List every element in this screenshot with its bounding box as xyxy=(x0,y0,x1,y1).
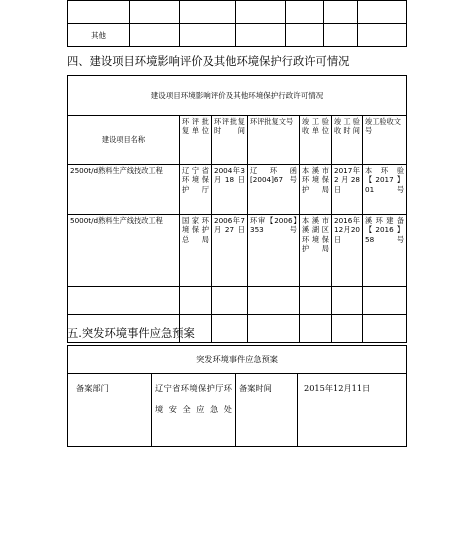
filing-time-label: 备案时间 xyxy=(239,383,272,393)
row1-acc-no: 本环验【2017】01号 xyxy=(365,166,405,194)
row2-project: 5000t/d熟料生产线技改工程 xyxy=(70,216,163,225)
row2-acc-no: 溪环建备【2016】58号 xyxy=(365,216,405,244)
filing-dept-value: 辽宁省环境保护厅环境安全应急处 xyxy=(155,383,232,414)
header-eia-no: 环评批复文号 xyxy=(250,117,294,126)
header-eia-time: 环评批复时间 xyxy=(214,117,245,136)
row1-eia-time: 2004年3月18日 xyxy=(214,166,245,185)
section-4-heading: 四、建设项目环境影响评价及其他环境保护行政许可情况 xyxy=(67,55,350,68)
row1-acc-unit: 本溪市环境保护局 xyxy=(302,166,329,194)
header-acc-unit: 竣工验收单位 xyxy=(302,117,329,136)
row1-acc-time: 2017年2月28日 xyxy=(334,166,360,194)
row2-acc-unit: 本溪市溪湖区环境保护局 xyxy=(302,216,329,254)
row2-eia-no: 环审【2006】353号 xyxy=(250,216,297,235)
filing-time-value: 2015年12月11日 xyxy=(304,383,371,393)
header-acc-time: 竣工验收时间 xyxy=(334,117,360,136)
header-eia-unit: 环评批复单位 xyxy=(182,117,209,136)
table-row xyxy=(68,287,407,315)
other-label: 其他 xyxy=(68,24,130,47)
table-row xyxy=(68,165,407,215)
emergency-table-title: 突发环境事件应急预案 xyxy=(68,346,407,374)
header-project: 建设项目名称 xyxy=(101,135,146,145)
row1-project: 2500t/d熟料生产线技改工程 xyxy=(70,166,163,175)
row2-acc-time: 2016年12月20日 xyxy=(334,216,360,244)
header-acc-no: 竣工验收文号 xyxy=(365,117,401,136)
permit-table-title: 建设项目环境影响评价及其他环境保护行政许可情况 xyxy=(68,76,407,116)
section-5-heading: 五.突发环境事件应急预案 xyxy=(67,327,195,340)
table-title-row xyxy=(68,76,407,116)
table-header-row xyxy=(68,116,407,165)
row2-eia-unit: 国家环境保护总局 xyxy=(182,216,209,244)
permit-table xyxy=(67,75,407,343)
filing-dept-label: 备案部门 xyxy=(76,383,109,393)
emergency-plan-table xyxy=(67,345,407,447)
previous-table xyxy=(67,0,407,47)
table-row xyxy=(68,374,407,447)
row1-eia-unit: 辽宁省环境保护厅 xyxy=(182,166,209,194)
row2-eia-time: 2006年7月27日 xyxy=(214,216,245,235)
table-row xyxy=(68,215,407,287)
table-row xyxy=(68,24,407,47)
table-title-row xyxy=(68,346,407,374)
table-row xyxy=(68,1,407,24)
row1-eia-no: 辽环函[2004]67号 xyxy=(250,166,297,185)
